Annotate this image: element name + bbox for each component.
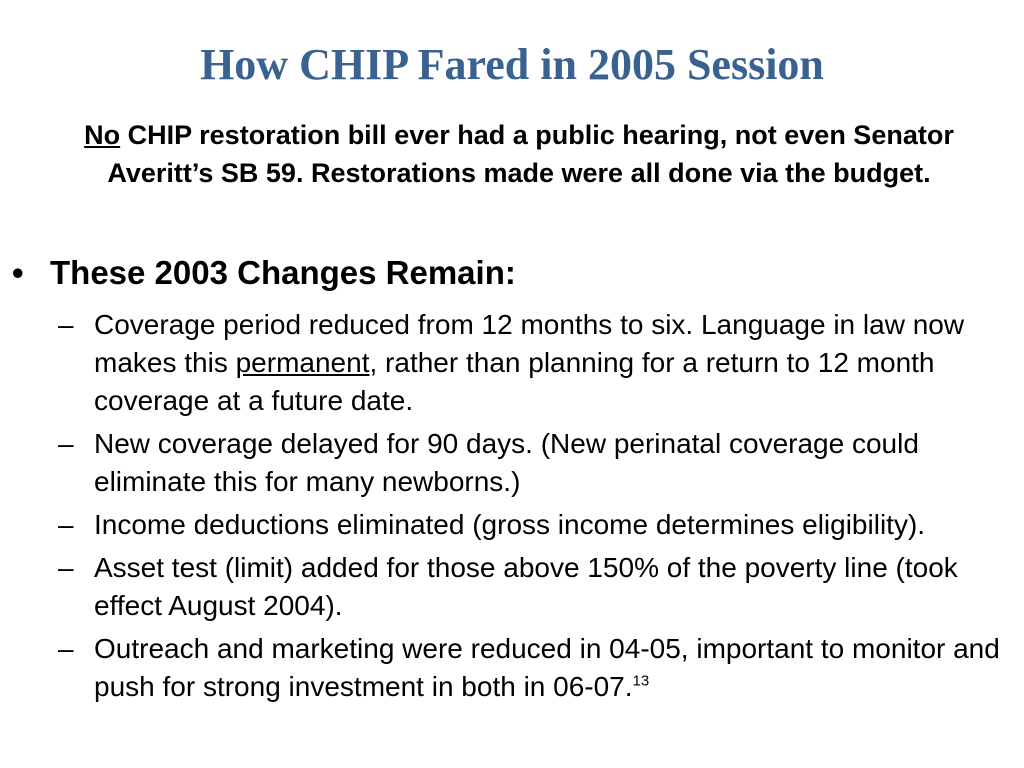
dash-marker: – [58, 309, 74, 340]
list-item [58, 549, 1014, 625]
bullet-heading [12, 252, 1002, 294]
intro-emphasis: No [84, 120, 121, 150]
slide-title: How CHIP Fared in 2005 Session [200, 40, 824, 89]
page-number: 13 [632, 672, 650, 690]
list-item [58, 506, 1014, 544]
sub-bullet-list [58, 306, 1014, 711]
dash-marker: – [58, 509, 74, 540]
list-item [58, 425, 1014, 501]
item-text: New coverage delayed for 90 days. (New perinatal coverage could eliminate this for many newborns.) [94, 428, 919, 497]
item-text: Asset test (limit) added for those above 150% of the poverty line (took effect August 2004). [94, 552, 958, 621]
item-text: Outreach and marketing were reduced in 04-05, important to monitor and push for strong investment in both in 06-07. [94, 633, 1000, 702]
item-text: , rather than planning for a return to 12 month coverage at a future date. [94, 347, 935, 416]
bullet-heading-text: These 2003 Changes Remain: [50, 254, 516, 291]
item-emphasis: permanent [235, 347, 370, 378]
bullet-marker: • [12, 254, 24, 291]
intro-paragraph [34, 116, 1004, 192]
dash-marker: – [58, 428, 74, 459]
item-text: Coverage period reduced from 12 months to six. Language in law now makes this [94, 309, 965, 378]
list-item [58, 630, 1014, 706]
item-text: Income deductions eliminated (gross income determines eligibility). [94, 509, 926, 540]
dash-marker: – [58, 633, 74, 664]
dash-marker: – [58, 552, 74, 583]
list-item [58, 306, 1014, 420]
intro-text: CHIP restoration bill ever had a public hearing, not even Senator Averitt’s SB 59. Restorations made were all done via the budget. [107, 120, 954, 188]
